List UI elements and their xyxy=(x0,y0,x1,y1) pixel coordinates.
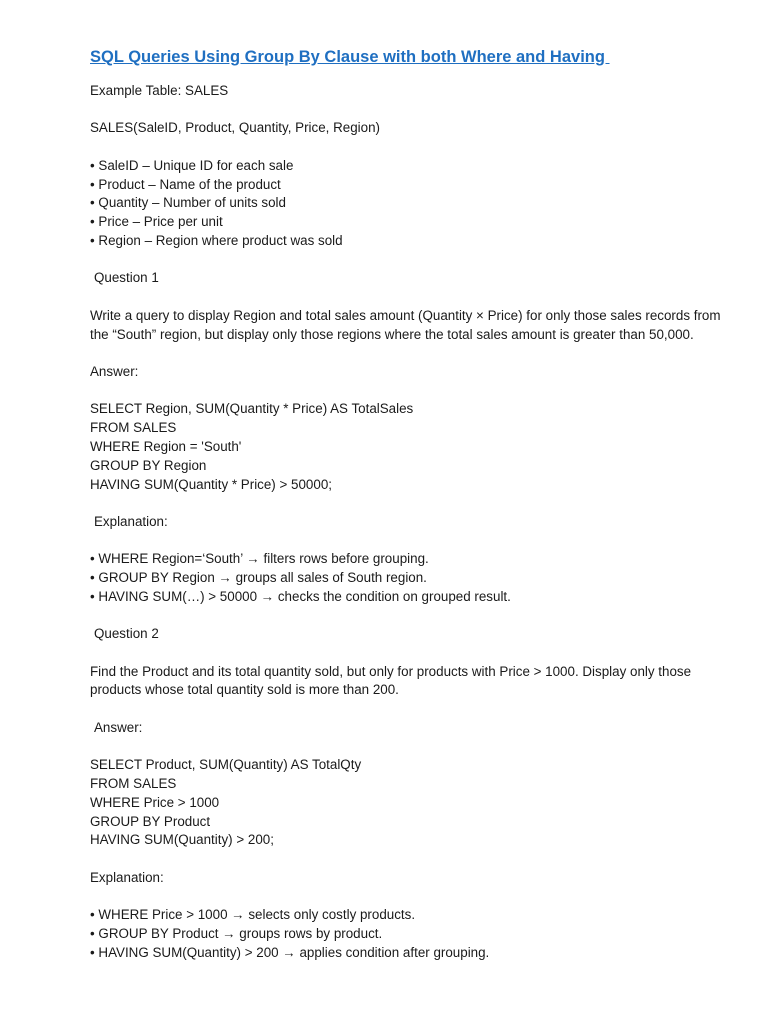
sql-line: HAVING SUM(Quantity) > 200; xyxy=(90,832,274,848)
sql-line: HAVING SUM(Quantity * Price) > 50000; xyxy=(90,476,332,492)
list-item: • HAVING SUM(Quantity) > 200 → applies condition after grouping. xyxy=(90,944,490,960)
question-1-answer-label: Answer: xyxy=(90,363,139,379)
sql-line: GROUP BY Product xyxy=(90,813,211,829)
document-content xyxy=(90,46,730,981)
list-item: • Price – Price per unit xyxy=(90,214,223,230)
sql-line: FROM SALES xyxy=(90,776,177,792)
list-item: • Quantity – Number of units sold xyxy=(90,195,286,211)
question-1-explanation xyxy=(90,550,730,606)
list-item: • GROUP BY Region → groups all sales of South region. xyxy=(90,570,427,586)
example-table-label: Example Table: SALES xyxy=(90,83,229,98)
document-title[interactable]: SQL Queries Using Group By Clause with both Where and Having xyxy=(90,48,610,66)
sql-line: GROUP BY Region xyxy=(90,457,207,473)
list-item: • Product – Name of the product xyxy=(90,176,281,192)
table-schema: SALES(SaleID, Product, Quantity, Price, Region) xyxy=(90,120,381,136)
question-1-text: Write a query to display Region and total sales amount (Quantity × Price) for only those sales records from the “South” region, but display only those regions where the total sales amount is greater than 50,000. xyxy=(90,307,721,342)
question-1-heading: Question 1 xyxy=(94,270,159,286)
list-item: • Region – Region where product was sold xyxy=(90,232,343,248)
sql-line: FROM SALES xyxy=(90,420,177,436)
question-2-explanation-label: Explanation: xyxy=(90,869,164,885)
question-1-explanation-label: Explanation: xyxy=(94,513,168,529)
sql-line: WHERE Price > 1000 xyxy=(90,794,220,810)
list-item: • WHERE Price > 1000 → selects only costly products. xyxy=(90,907,416,923)
sql-line: WHERE Region = 'South' xyxy=(90,438,242,454)
list-item: • GROUP BY Product → groups rows by product. xyxy=(90,926,383,942)
question-2-explanation xyxy=(90,906,730,962)
question-2-answer-label: Answer: xyxy=(94,719,143,735)
list-item: • WHERE Region=‘South’ → filters rows before grouping. xyxy=(90,551,429,567)
question-1-sql xyxy=(90,400,730,494)
sql-line: SELECT Product, SUM(Quantity) AS TotalQty xyxy=(90,757,362,773)
question-2-sql xyxy=(90,756,730,850)
list-item: • SaleID – Unique ID for each sale xyxy=(90,157,294,173)
question-2-text: Find the Product and its total quantity sold, but only for products with Price > 1000. Display only those products whose total quantity sold is more than 200. xyxy=(90,663,692,698)
column-list xyxy=(90,157,730,251)
question-2-heading: Question 2 xyxy=(94,626,159,642)
sql-line: SELECT Region, SUM(Quantity * Price) AS TotalSales xyxy=(90,401,414,417)
list-item: • HAVING SUM(…) > 50000 → checks the condition on grouped result. xyxy=(90,588,511,604)
